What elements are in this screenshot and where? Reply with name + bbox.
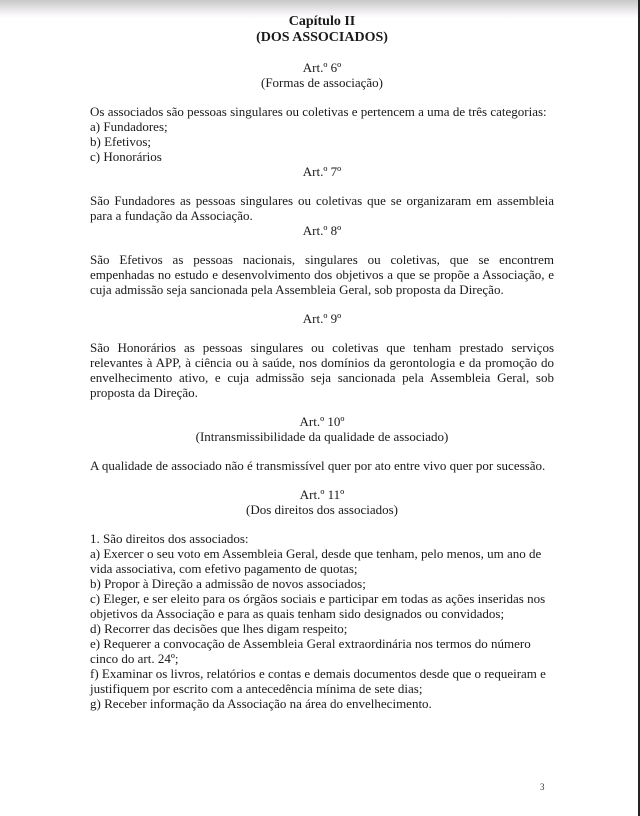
article-10-heading: Art.º 10º (299, 414, 345, 429)
article-7-text: São Fundadores as pessoas singulares ou coletivas que se organizaram em assembleia para a fundação da Associação. (90, 193, 554, 223)
article-7-heading: Art.º 7º (302, 164, 342, 179)
article-9-text: São Honorários as pessoas singulares ou coletivas que tenham prestado serviços relevantes à APP, à ciência ou à saúde, nos domínios da gerontologia e da promoção do envelhecimento ativo, e cuja admissão seja sancionada pela Assembleia Geral, sob proposta da Direção. (90, 340, 554, 400)
list-item: g) Receber informação da Associação na área do envelhecimento. (90, 696, 432, 711)
list-item: c) Honorários (90, 149, 162, 164)
article-11-heading: Art.º 11º (299, 487, 345, 502)
list-item: b) Propor à Direção a admissão de novos associados; (90, 576, 366, 591)
article-6-subheading: (Formas de associação) (260, 75, 383, 90)
page-number: 3 (540, 782, 545, 792)
list-item: a) Exercer o seu voto em Assembleia Geral, desde que tenham, pelo menos, um ano de vida associativa, com efetivo pagamento de quotas; (90, 546, 542, 576)
list-item: b) Efetivos; (90, 134, 152, 149)
document-page (90, 14, 554, 711)
article-11-subheading: (Dos direitos dos associados) (245, 502, 398, 517)
article-8-text: São Efetivos as pessoas nacionais, singulares ou coletivas, que se encontrem empenhadas no estudo e desenvolvimento dos objetivos a que se propõe a Associação, e cuja admissão seja sancionada pela Assembleia Geral, sob proposta da Direção. (90, 252, 554, 297)
article-6-intro: Os associados são pessoas singulares ou coletivas e pertencem a uma de três categorias: (90, 104, 547, 119)
article-6-heading: Art.º 6º (302, 60, 342, 75)
list-item: c) Eleger, e ser eleito para os órgãos sociais e participar em todas as ações inseridas nos objetivos da Associação e para as quais tenham sido designados ou convidados; (90, 591, 546, 621)
list-item: d) Recorrer das decisões que lhes digam respeito; (90, 621, 348, 636)
chapter-title: Capítulo II (288, 14, 356, 29)
list-item: a) Fundadores; (90, 119, 168, 134)
article-10-subheading: (Intransmissibilidade da qualidade de associado) (195, 429, 449, 444)
article-11-intro: 1. São direitos dos associados: (90, 531, 249, 546)
list-item: f) Examinar os livros, relatórios e contas e demais documentos desde que o requeiram e justifiquem por escrito com a antecedência mínima de sete dias; (90, 666, 546, 696)
article-8-heading: Art.º 8º (302, 223, 342, 238)
list-item: e) Requerer a convocação de Assembleia Geral extraordinária nos termos do número cinco do art. 24º; (90, 636, 531, 666)
article-9-heading: Art.º 9º (302, 311, 342, 326)
chapter-subtitle: (DOS ASSOCIADOS) (256, 30, 388, 45)
article-10-text: A qualidade de associado não é transmissível quer por ato entre vivo quer por sucessão. (90, 458, 546, 473)
